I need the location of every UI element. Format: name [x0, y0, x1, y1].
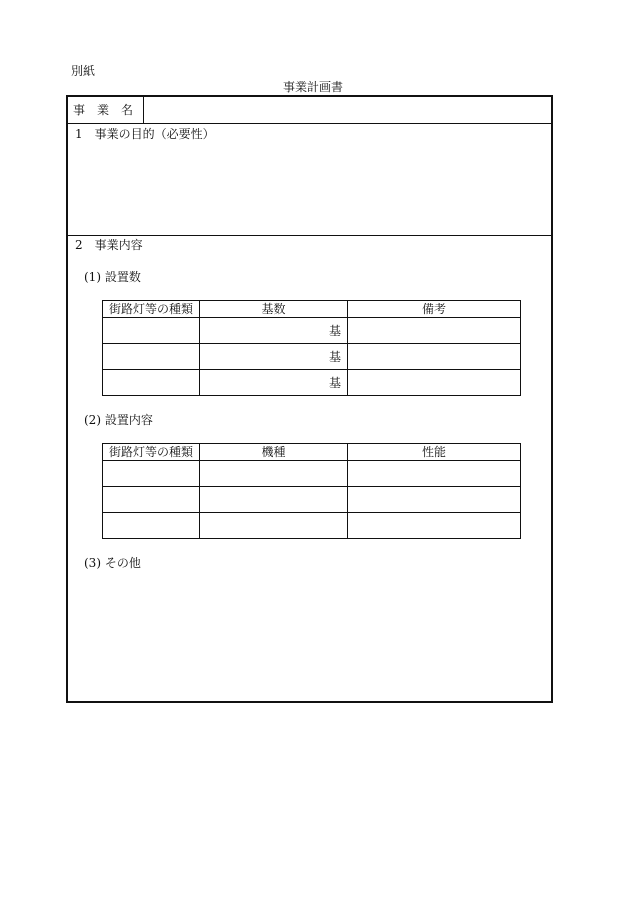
table-row	[103, 487, 521, 513]
remarks-cell[interactable]	[348, 318, 521, 344]
model-cell[interactable]	[200, 513, 348, 539]
type-cell[interactable]	[103, 487, 200, 513]
performance-cell[interactable]	[348, 461, 521, 487]
table-row	[103, 370, 521, 396]
subsection-other-heading: (3) その他	[84, 556, 141, 570]
table-row	[103, 461, 521, 487]
column-header: 備考	[348, 301, 521, 318]
table-row	[103, 344, 521, 370]
type-cell[interactable]	[103, 344, 200, 370]
remarks-cell[interactable]	[348, 370, 521, 396]
attachment-label: 別紙	[71, 64, 96, 78]
model-cell[interactable]	[200, 487, 348, 513]
model-cell[interactable]	[200, 461, 348, 487]
performance-cell[interactable]	[348, 487, 521, 513]
installation-count-table	[102, 300, 521, 396]
column-header: 街路灯等の種類	[103, 444, 200, 461]
type-cell[interactable]	[103, 513, 200, 539]
column-header: 性能	[348, 444, 521, 461]
document-title: 事業計画書	[283, 80, 344, 94]
section-content-heading: 2 事業内容	[75, 238, 143, 252]
remarks-cell[interactable]	[348, 344, 521, 370]
table-row	[103, 513, 521, 539]
column-header: 街路灯等の種類	[103, 301, 200, 318]
subsection-count-heading: (1) 設置数	[84, 270, 141, 284]
row-separator	[67, 235, 553, 236]
table-header-row	[103, 301, 521, 318]
performance-cell[interactable]	[348, 513, 521, 539]
installation-details-table	[102, 443, 521, 539]
type-cell[interactable]	[103, 318, 200, 344]
column-header: 基数	[200, 301, 348, 318]
count-cell[interactable]: 基	[200, 344, 348, 370]
type-cell[interactable]	[103, 461, 200, 487]
section-purpose-body[interactable]	[75, 145, 545, 231]
project-name-label: 事 業 名	[73, 103, 134, 117]
type-cell[interactable]	[103, 370, 200, 396]
count-cell[interactable]: 基	[200, 318, 348, 344]
subsection-details-heading: (2) 設置内容	[84, 413, 153, 427]
project-name-divider	[143, 97, 144, 124]
project-name-field[interactable]	[150, 103, 545, 117]
table-row	[103, 318, 521, 344]
table-header-row	[103, 444, 521, 461]
section-purpose-heading: 1 事業の目的（必要性）	[75, 127, 215, 141]
row-separator	[67, 123, 553, 124]
column-header: 機種	[200, 444, 348, 461]
subsection-other-body[interactable]	[84, 575, 544, 695]
count-cell[interactable]: 基	[200, 370, 348, 396]
